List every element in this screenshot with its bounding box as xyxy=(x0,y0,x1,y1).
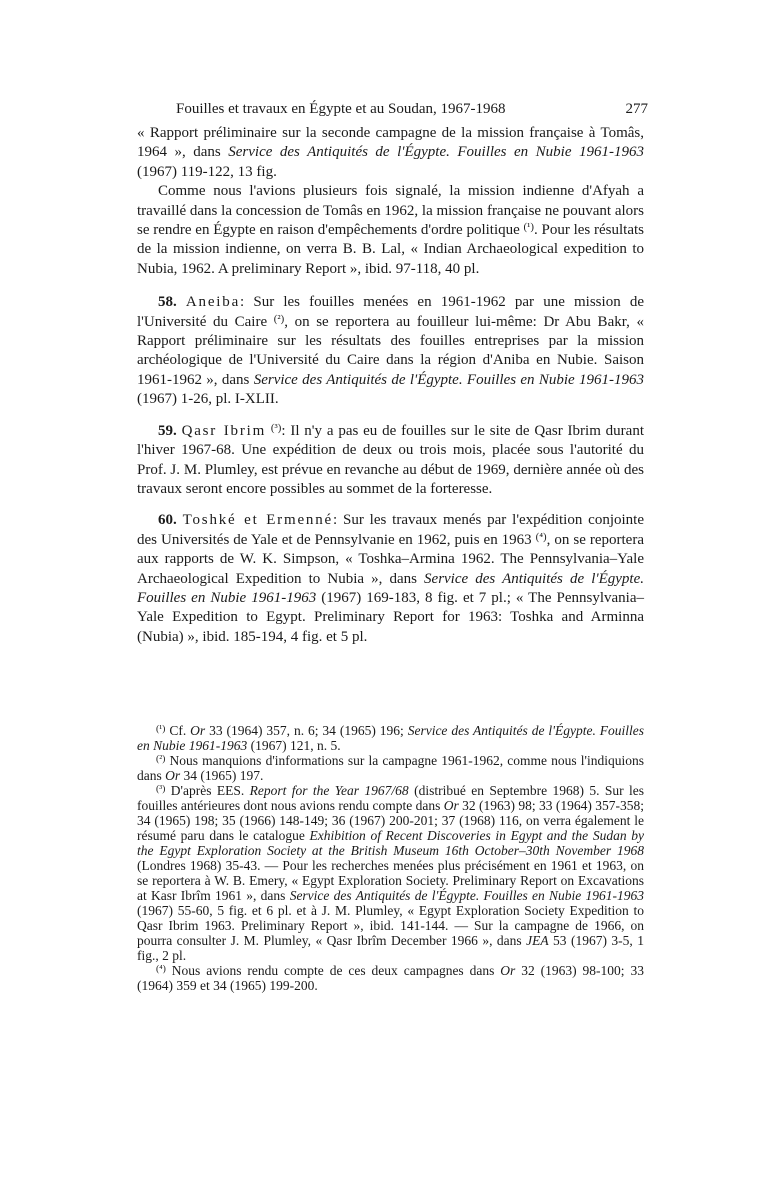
footnote-1 xyxy=(137,723,644,753)
text-run: . Pour les résultats de la mission indienne, on verra B. B. Lal, « Indian Archaeological expedition to Nubia, 1962. A preliminary Report », ibid. 97-118, 40 pl. xyxy=(137,222,644,277)
main-text xyxy=(137,124,644,647)
footnote-marker: (¹) xyxy=(156,723,166,735)
italic-abbrev: Or xyxy=(500,963,516,978)
section-60 xyxy=(137,511,644,647)
text-run: : Sur les travaux menés par l'expédition conjointe des Universités de Yale et de Pennsylvanie en 1962, puis en 1963 xyxy=(137,512,644,548)
italic-abbrev: Or xyxy=(165,768,181,783)
site-name: Aneiba xyxy=(185,294,241,311)
italic-title: Report for the Year 1967/68 xyxy=(249,783,409,798)
section-number: 60. xyxy=(158,512,177,529)
site-name: Qasr Ibrim xyxy=(181,422,267,439)
section-58 xyxy=(137,293,644,409)
italic-title: Service des Antiquités de l'Égypte. Fouilles en Nubie 1961-1963 xyxy=(137,723,645,753)
text-run: (1967) 1-26, pl. I-XLII. xyxy=(137,391,279,408)
footnote-marker: (²) xyxy=(156,753,166,765)
running-header xyxy=(176,98,648,120)
text-run: Nous avions rendu compte de ces deux campagnes dans xyxy=(165,963,501,978)
text-run: 53 (1967) 3-5, 1 fig., 2 pl. xyxy=(137,933,644,963)
italic-abbrev: JEA xyxy=(526,933,549,948)
text-run: (1967) 119-122, 13 fig. xyxy=(137,163,277,180)
paragraph-tomas-continued xyxy=(137,124,644,182)
text-run: (1967) 121, n. 5. xyxy=(247,738,341,753)
italic-title: Service des Antiquités de l'Égypte. Fouilles en Nubie 1961-1963 xyxy=(228,144,644,161)
text-run: « Rapport préliminaire sur la seconde campagne de la mission française à Tomâs, 1964 », dans xyxy=(137,125,644,161)
footnote-ref: (³) xyxy=(270,421,282,434)
text-run: D'après EES. xyxy=(165,783,250,798)
italic-title: Service des Antiquités de l'Égypte. Fouilles en Nubie 1961-1963 xyxy=(253,371,644,388)
text-run: (1967) 169-183, 8 fig. et 7 pl.; « The Pennsylvania–Yale Expedition to Egypt. Preliminary Report for 1963: Toshka and Arminna (Nubia) », ibid. 185-194, 4 fig. et 5 pl. xyxy=(137,589,644,645)
text-run: 34 (1965) 197. xyxy=(180,768,264,783)
text-run: , on se reportera aux rapports de W. K. Simpson, « Toshka–Armina 1962. The Pennsylvania–Yale Archaeological Expedition to Nubia », dans xyxy=(137,531,644,587)
section-number: 59. xyxy=(158,422,177,439)
paragraph-indian-mission xyxy=(137,182,644,279)
italic-abbrev: Or xyxy=(443,798,459,813)
italic-abbrev: Or xyxy=(190,723,206,738)
footnote-ref: (⁴) xyxy=(535,530,547,543)
text-run: Nous manquions d'informations sur la campagne 1961-1962, comme nous l'indiquions dans xyxy=(137,753,644,783)
running-title: Fouilles et travaux en Égypte et au Soudan, 1967-1968 xyxy=(176,101,506,117)
text-run: : Il n'y a pas eu de fouilles sur le site de Qasr Ibrim durant l'hiver 1967-68. Une expédition de deux ou trois mois, placée sous l'autorité du Prof. J. M. Plumley, est prévue en revanche au début de 1969, dernière année où des travaux seront encore possibles au sommet de la forteresse. xyxy=(137,422,645,497)
text-run: : Sur les fouilles menées en 1961-1962 par une mission de l'Université du Caire xyxy=(137,294,645,330)
footnote-ref: (¹) xyxy=(523,221,534,234)
footnote-ref: (²) xyxy=(273,312,285,325)
text-run: 32 (1963) 98; 33 (1964) 357-358; 34 (1965) 198; 35 (1966) 148-149; 36 (1967) 200-201; 37 (1968) 116, on verra également le résumé paru dans le catalogue xyxy=(137,798,644,843)
italic-title: Exhibition of Recent Discoveries in Egypt and the Sudan by the Egypt Exploration Society at the British Museum 16th October–30th November 1968 xyxy=(137,828,645,858)
text-run: 33 (1964) 357, n. 6; 34 (1965) 196; xyxy=(205,723,408,738)
section-number: 58. xyxy=(158,294,177,311)
footnotes xyxy=(137,723,644,993)
footnote-2 xyxy=(137,753,644,783)
text-run: (1967) 55-60, 5 fig. et 6 pl. et à J. M. Plumley, « Egypt Exploration Society Expedition to Qasr Ibrim 1963. Preliminary Report », ibid. 141-144. — Sur la campagne de 1966, on pourra consulter J. M. Plumley, « Qasr Ibrîm December 1966 », dans xyxy=(137,903,644,948)
site-name: Toshké et Ermenné xyxy=(182,512,333,529)
text-run: Cf. xyxy=(165,723,191,738)
text-run: Comme nous l'avions plusieurs fois signalé, la mission indienne d'Afyah a travaillé dans la concession de Tomâs en 1962, la mission française ne pouvant alors se rendre en Égypte en raison d'empêchements d'ordre politique xyxy=(137,183,644,239)
footnote-4 xyxy=(137,963,644,993)
italic-title: Service des Antiquités de l'Égypte. Fouilles en Nubie 1961-1963 xyxy=(289,888,644,903)
page-number: 277 xyxy=(625,101,648,117)
section-59 xyxy=(137,422,644,500)
footnote-marker: (⁴) xyxy=(156,963,166,975)
text-run: , on se reportera au fouilleur lui-même: Dr Abu Bakr, « Rapport préliminaire sur les résultats des fouilles entreprises par la mission archéologique de l'Université du Caire dans la région d'Aniba en Nubie. Saison 1961-1962 », dans xyxy=(137,313,645,388)
footnote-3 xyxy=(137,783,644,963)
text-run: (Londres 1968) 35-43. — Pour les recherches menées plus précisément en 1961 et 1963, on se reportera à W. B. Emery, « Egypt Exploration Society. Preliminary Report on Excavations at Kasr Ibrîm 1961 », dans xyxy=(137,858,644,903)
text-run: 32 (1963) 98-100; 33 (1964) 359 et 34 (1965) 199-200. xyxy=(137,963,644,993)
italic-title: Service des Antiquités de l'Égypte. Fouilles en Nubie 1961-1963 xyxy=(137,570,644,606)
footnote-marker: (³) xyxy=(156,783,166,795)
text-run: (distribué en Septembre 1968) 5. Sur les fouilles antérieures dont nous avions rendu compte dans xyxy=(137,783,644,813)
